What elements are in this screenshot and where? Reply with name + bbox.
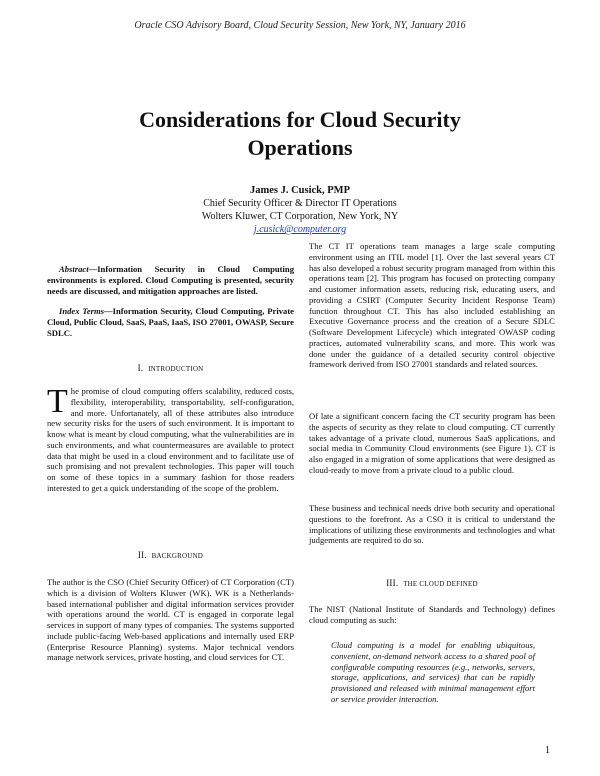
background-body: [47, 577, 294, 663]
abstract: [47, 264, 294, 296]
drop-cap: T: [47, 383, 68, 420]
index-terms: [47, 306, 294, 338]
section-3-numeral: III.: [386, 578, 399, 588]
right-para-3: [309, 503, 555, 546]
right-para-2-text: Of late a significant concern facing the CT security program has been the aspects of security as they relate to cloud computing. CT currently takes advantage of a private cloud, numerous SaaS applications, and social media in Community Cloud environments (see Figure 1). CT is also engaged in a migration of some applications that were designed as cloud-ready to move from a private cloud to a public cloud.: [309, 411, 555, 475]
index-terms-label: Index Terms: [59, 306, 105, 316]
introduction-body: [47, 383, 294, 494]
nist-quote-text: Cloud computing is a model for enabling ubiquitous, convenient, on-demand network access to a shared pool of configurable computing resources (e.g., networks, servers, storage, applications, and services) that can be rapidly provisioned and released with minimal management effort or service provider interaction.: [331, 640, 535, 704]
right-para-1-text: The CT IT operations team manages a large scale computing environment using an ITIL model [1]. Over the last several years CT has also developed a robust security program managed from within this operations team [2]. This program has focused on protecting company and customer information assets, reducing risk, educating users, and providing a CSIRT (Computer Security Incident Response Team) function throughout CT. This has also included establishing an Executive Governance process and the creation of a Secure SDLC (Software Development Lifecycle) which integrated OWASP coding practices, automated vulnerability scans, and more. This work was done under the guidance of a detailed security control objective framework derived from ISO 27001 standards and related sources.: [309, 241, 555, 370]
running-header: Oracle CSO Advisory Board, Cloud Security Session, New York, NY, January 2016: [134, 20, 466, 31]
section-heading-background: [47, 550, 294, 562]
section-heading-cloud-defined: [309, 578, 555, 590]
index-terms-text: —Information Security, Cloud Computing, Private Cloud, Public Cloud, SaaS, PaaS, IaaS, ISO 27001, OWASP, Secure SDLC.: [47, 306, 294, 338]
section-1-numeral: I.: [137, 363, 144, 373]
title-line-1: Considerations for Cloud Security: [139, 107, 461, 132]
section-heading-introduction: [47, 363, 294, 375]
background-text: The author is the CSO (Chief Security Officer) of CT Corporation (CT) which is a division of Wolters Kluwer (WK). WK is a Netherlands-based international publisher and digital information services provider with operations around the world. CT is engaged in corporate legal services in support of many types of companies. The systems supported include public-facing Web-based applications and internally used ERP (Enterprise Resource Planning) systems. Major technical vendors manage network services, private hosting, and cloud services for CT.: [47, 577, 294, 663]
author-affiliation: Wolters Kluwer, CT Corporation, New York, NY: [201, 211, 399, 222]
paper-title: [60, 106, 540, 162]
section-1-title: INTRODUCTION: [148, 365, 204, 373]
introduction-text: he promise of cloud computing offers scalability, reduced costs, flexibility, interoperability, transportability, self-configuration, and more. Unfortanately, all of these attributes also introduce new security risks for the users of such environment. It is important to know what is meant by cloud computing, what the vulnerabilities are in such environments, and what countermeasures are available to protect data that might be used in a cloud environment and to facilitate use of such promising and not prevalent technologies. This paper will touch on some of these topics in a summary fashion for those readers interested to get a quick understanding of the scope of the problem.: [47, 386, 294, 493]
author-name: James J. Cusick, PMP: [249, 185, 351, 196]
nist-definition-quote: [331, 640, 535, 705]
cloud-defined-intro: [309, 604, 555, 626]
page-number: 1: [545, 745, 550, 756]
right-para-3-text: These business and technical needs drive both security and operational questions to the forefront. As a CSO it is critical to understand the implications of utilizing these environments and technologies and what judgements are required to do so.: [309, 503, 555, 546]
title-line-2: Operations: [247, 135, 353, 160]
abstract-label: Abstract: [59, 264, 89, 274]
section-2-title: BACKGROUND: [151, 552, 204, 560]
section-3-title: THE CLOUD DEFINED: [403, 580, 478, 588]
right-para-1: [309, 241, 555, 370]
cloud-defined-text: The NIST (National Institute of Standards and Technology) defines cloud computing as such:: [309, 604, 555, 625]
author-email-link[interactable]: j.cusick@computer.org: [253, 224, 347, 235]
author-block: [100, 184, 500, 236]
abstract-text: —Information Security in Cloud Computing environments is explored. Cloud Computing is presented, security needs are discussed, and mitigation approaches are listed.: [47, 264, 294, 296]
section-2-numeral: II.: [137, 550, 147, 560]
author-role: Chief Security Officer & Director IT Operations: [203, 198, 397, 209]
right-para-2: [309, 411, 555, 476]
